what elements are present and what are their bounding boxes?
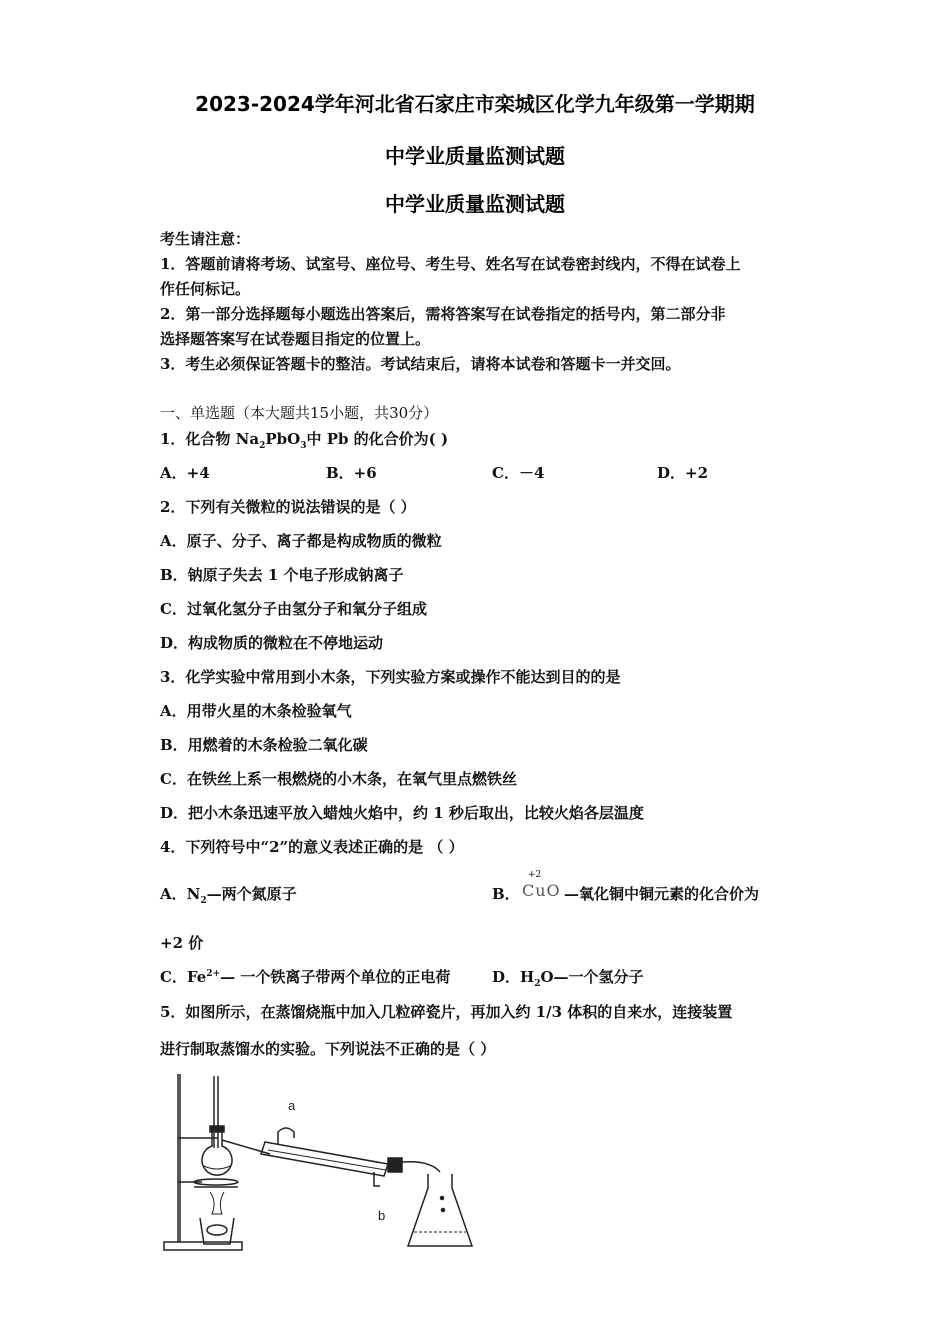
q3-option-d: D．把小木条迅速平放入蜡烛火焰中，约 1 秒后取出，比较火焰各层温度 xyxy=(160,804,644,822)
q1-stem-mid: PbO xyxy=(265,430,301,448)
rubber-connector xyxy=(388,1158,402,1172)
q2-option-d: D．构成物质的微粒在不停地运动 xyxy=(160,634,384,652)
question-2-stem: 2．下列有关微粒的说法错误的是（ ） xyxy=(160,498,416,516)
q4-b-text: —氧化铜中铜元素的化合价为 xyxy=(564,885,760,903)
flask-stopper xyxy=(210,1126,224,1132)
q4-c-pre: C．Fe xyxy=(160,968,207,986)
notice-item-1b: 作任何标记。 xyxy=(160,280,251,298)
notice-item-2a: 2．第一部分选择题每小题选出答案后，需将答案写在试卷指定的括号内，第二部分非 xyxy=(160,305,726,323)
q4-option-c xyxy=(160,966,450,987)
q4-b-formula: CuO xyxy=(522,881,561,900)
question-3-stem: 3．化学实验中常用到小木条，下列实验方案或操作不能达到目的的是 xyxy=(160,668,621,686)
q3-option-b: B．用燃着的木条检验二氧化碳 xyxy=(160,736,368,754)
q4-c-sup: 2+ xyxy=(206,969,221,979)
notice-heading: 考生请注意： xyxy=(160,230,251,248)
label-a: a xyxy=(288,1098,296,1113)
q1-option-d: D．+2 xyxy=(657,464,709,482)
q1-stem-pre: 1．化合物 Na xyxy=(160,430,260,448)
drop xyxy=(442,1209,445,1212)
flask-liquid xyxy=(204,1166,230,1169)
q1-option-c: C．－4 xyxy=(492,464,545,482)
q1-option-a: A．+4 xyxy=(160,464,210,482)
flame xyxy=(210,1192,224,1214)
exam-title-line2: 中学业质量监测试题 xyxy=(385,144,565,168)
q1-option-b: B．+6 xyxy=(326,464,377,482)
q4-c-post: — 一个铁离子带两个单位的正电荷 xyxy=(220,968,451,986)
q1-sub-2: 3 xyxy=(300,441,307,451)
adapter-tube xyxy=(402,1162,440,1172)
condenser xyxy=(261,1142,388,1176)
q4-option-a xyxy=(160,883,297,906)
q1-stem-post: 中 Pb 的化合价为( ) xyxy=(306,430,449,448)
q4-b-continuation: +2 价 xyxy=(160,934,204,952)
q4-d-sub: 2 xyxy=(534,979,541,989)
notice-item-3: 3．考生必须保证答题卡的整洁。考试结束后，请将本试卷和答题卡一并交回。 xyxy=(160,355,681,373)
notice-item-2b: 选择题答案写在试卷题目指定的位置上。 xyxy=(160,330,431,348)
exam-title-line1: 2023-2024学年河北省石家庄市栾城区化学九年级第一学期期 xyxy=(195,92,755,116)
exam-title-line3: 中学业质量监测试题 xyxy=(385,192,565,216)
q4-option-b-label: B． xyxy=(492,885,520,903)
q4-option-d xyxy=(492,966,644,989)
conical-flask xyxy=(408,1174,472,1246)
q3-option-a: A．用带火星的木条检验氧气 xyxy=(160,702,352,720)
drop xyxy=(441,1197,444,1200)
water-bath-beaker xyxy=(200,1218,234,1244)
question-1-stem xyxy=(160,428,448,451)
q4-b-valence: +2 xyxy=(528,870,542,880)
notice-item-1a: 1．答题前请将考场、试室号、座位号、考生号、姓名写在试卷密封线内，不得在试卷上 xyxy=(160,255,741,273)
q4-a-sub: 2 xyxy=(200,896,207,906)
question-5-stem-b: 进行制取蒸馏水的实验。下列说法不正确的是（ ） xyxy=(160,1040,496,1058)
water-outlet-a xyxy=(278,1128,294,1144)
question-4-stem: 4．下列符号中“2”的意义表述正确的是 （ ） xyxy=(160,838,464,856)
q2-option-a: A．原子、分子、离子都是构成物质的微粒 xyxy=(160,532,442,550)
q4-d-pre: D．H xyxy=(492,968,535,986)
alcohol-lamp xyxy=(207,1225,227,1235)
distillation-apparatus-diagram xyxy=(160,1068,480,1260)
q4-a-post: —两个氮原子 xyxy=(206,885,297,903)
distilling-flask xyxy=(202,1130,232,1175)
q1-sub-1: 2 xyxy=(259,441,266,451)
section-heading: 一、单选题（本大题共15小题，共30分） xyxy=(160,404,439,422)
q4-d-post: O—一个氢分子 xyxy=(540,968,644,986)
q2-option-c: C．过氧化氢分子由氢分子和氧分子组成 xyxy=(160,600,427,618)
q2-option-b: B．钠原子失去 1 个电子形成钠离子 xyxy=(160,566,404,584)
label-b: b xyxy=(378,1208,386,1223)
q4-a-pre: A．N xyxy=(160,885,201,903)
question-5-stem-a: 5．如图所示，在蒸馏烧瓶中加入几粒碎瓷片，再加入约 1/3 体积的自来水，连接装置 xyxy=(160,1003,733,1021)
q3-option-c: C．在铁丝上系一根燃烧的小木条，在氧气里点燃铁丝 xyxy=(160,770,517,788)
